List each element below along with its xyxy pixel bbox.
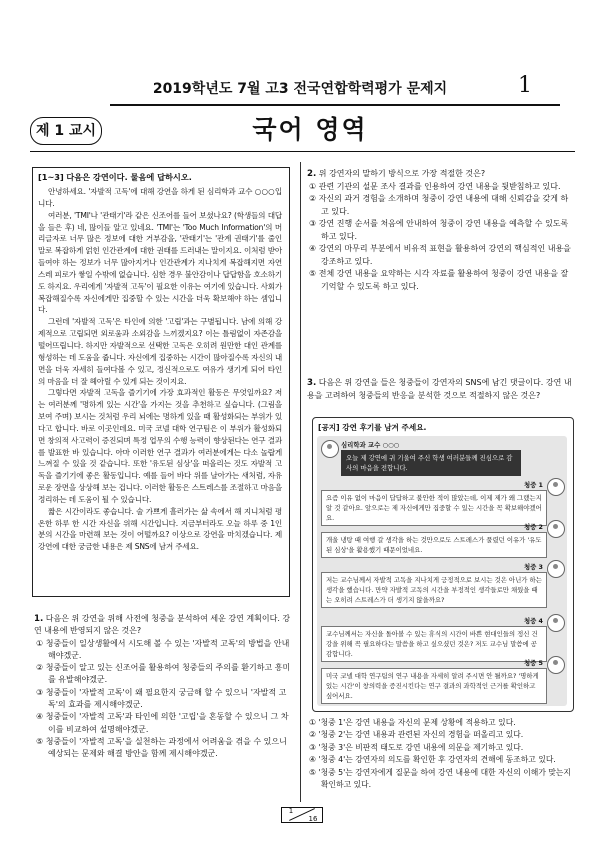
passage-paragraph: 그런데 '자발적 고독'은 타인에 의한 '고립'과는 구별됩니다. 남에 의해 강제적으로 고립되면 외로움과 소외감을 느끼겠지요? 이는 틀림없이 자존감을 떨어뜨립니다. 하지만 자발적으로 선택한 고독은 오히려 원만한 대인 관계를 형성하는 데 도움을 줍니다. 자신에게 집중하는 시간이 많아질수록 자신의 내면을 더욱 자세히 들여다볼 수 있고, 정신적으로도 여유가 생기게 되어 타인의 마음을 더 잘 헤아릴 수 있게 되는 것이지요. [38, 317, 282, 386]
period-badge: 제 1 교시 [30, 117, 102, 145]
question-2-option[interactable]: ④ 강연의 마무리 부분에서 비유적 표현을 활용하여 강연의 핵심적인 내용을 강조하고 있다. [309, 244, 571, 266]
question-1-option[interactable]: ④ 청중들이 '자발적 고독'과 타인에 의한 '고립'을 혼동할 수 있으니 그 차이를 비교하여 설명해야겠군. [36, 712, 289, 734]
question-3-option[interactable]: ② '청중 2'는 강연 내용과 관련된 자신의 경험을 떠올리고 있다. [309, 730, 524, 740]
question-2-option[interactable]: ① 관련 기관의 설문 조사 결과를 인용하여 강연 내용을 뒷받침하고 있다. [309, 181, 561, 191]
message-bubble: 요즘 이유 없이 마음이 답답하고 불안한 적이 많았는데, 이제 제가 왜 그랬는지 알 것 같아요. 앞으로는 제 자신에게만 집중할 수 있는 시간을 꼭 확보해야겠어요. [321, 490, 547, 526]
passage-instruction [38, 172, 192, 183]
message-bubble: 미국 코넬 대학 연구팀의 연구 내용을 자세히 알려 주시면 안 될까요? '명하게 있는 시간'이 창의력을 증진시킨다는 연구 결과의 과학적인 근거를 확인하고 싶어서요. [321, 668, 547, 704]
page-indicator [281, 807, 323, 823]
message-bubble: 개울 냉탕 때 여행 갈 생각을 하는 것만으로도 스트레스가 풀렸던 이유가 '유도된 심상'을 활용했기 때문이었네요. [321, 532, 547, 558]
message-bubble: 저는 교수님께서 자발적 고독을 지나치게 긍정적으로 보시는 것은 아닌가 하는 생각을 했습니다. 만약 자발적 고독의 시간을 부정적인 생각들로만 채웠을 때는 오히려 스트레스가 더 생기지 않을까요? [321, 572, 547, 608]
header-rule [110, 104, 560, 106]
period-rule [30, 151, 575, 152]
question-3-option[interactable]: ① '청중 1'은 강연 내용을 자신의 문제 상황에 적용하고 있다. [309, 718, 516, 727]
sns-feed [317, 436, 567, 706]
question-3-text: 다음은 위 강연을 들은 청중들이 강연자의 SNS에 남긴 댓글이다. 강연 내용을 고려하여 청중들의 반응을 분석한 것으로 적절하지 않은 것은? [307, 378, 572, 400]
question-3-number: 3. [307, 378, 317, 388]
user-avatar-icon [547, 614, 565, 632]
question-1-number: 1. [34, 614, 44, 624]
subject-title: 국어 영역 [252, 115, 368, 144]
question-2-number: 2. [307, 169, 317, 179]
message-bubble: 오늘 제 강연에 귀 기울여 주신 학생 여러분들께 진심으로 감사의 마음을 전합니다. [341, 450, 521, 476]
user-avatar-icon [547, 478, 565, 496]
current-page: 1 [288, 807, 294, 815]
passage-paragraph: 여러분, 'TMI'나 '관태기'라 같은 신조어를 들어 보셨나요? (학생들의 대답을 들은 후) 네, 많이들 알고 있네요. 'TMI'는 'Too Much Information'의 머리글자로 너무 많은 정보에 대한 거부감을, '관태기'는 '관계 권태기'를 줄인 말로 복잡하게 얽힌 인간관계에 대한 권태를 드러내는 말이지요. 이처럼 받아들여야 하는 정보가 너무 많아지거나 인간관계가 지나치게 복잡해지면 자연스레 피로가 쌓일 수밖에 없습니다. 심한 경우 불안감이나 답답함을 호소하기도 하지요. 우리에게 '자발적 고독'이 필요한 이유는 여기에 있습니다. 사회가 복잡해질수록 자신에게만 집중할 수 있는 시간을 더욱 확보해야 하는 셈입니다. [38, 210, 282, 315]
question-3 [307, 377, 572, 402]
question-1-stem [34, 613, 296, 638]
passage-paragraph: 그렇다면 자발적 고독을 즐기기에 가장 효과적인 활동은 무엇일까요? 저는 여러분께 '명하게 있는 시간'을 가지는 것을 추천하고 싶습니다. (그림을 보여 주며) 보시는 것처럼 우리 뇌에는 명하게 있을 때 활성화되는 부위가 있다고 합니다. 바로 이곳인데요. 미국 코넬 대학 연구팀은 이 부위가 활성화되면 창의적 사고력이 증진되며 특정 업무의 수행 능력이 향상된다는 연구 결과를 발표한 바 있습니다. 아마 이러한 연구 결과가 여러분에게는 다소 놀랍게 느껴질 수 있을 것 같습니다. 또한 '유도된 심상'을 떠올리는 것도 자발적 고독을 즐기기에 좋은 활동입니다. 예를 들어 바다 위를 날아가는 새처럼, 자유로운 장면을 상상해 보는 겁니다. 이러한 활동은 스트레스를 조절하고 마음을 정리하는 데 도움이 될 수 있습니다. [38, 388, 282, 504]
user-avatar-icon [547, 520, 565, 538]
question-1-option[interactable]: ① 청중들이 일상생활에서 시도해 볼 수 있는 '자발적 고독'의 방법을 안내해야겠군. [36, 638, 290, 660]
question-2-option[interactable]: ③ 강연 진행 순서를 처음에 안내하여 청중이 강연 내용을 예측할 수 있도록 하고 있다. [309, 219, 569, 241]
exam-title: 2019학년도 7월 고3 전국연합학력평가 문제지 [152, 81, 448, 97]
passage-paragraph: 짧은 시간이라도 좋습니다. 술 가쁘게 흘러가는 삶 속에서 해 지니처럼 평온한 하루 한 시간 자신을 위해 시간입니다. 지금부터라도 오늘 하루 중 1인분의 시간을 마련해 보는 것이 어떨까요? 이상으로 강연을 마치겠습니다. 제 강연에 대한 궁금한 내용은 제 SNS에 남겨 주세요. [38, 506, 282, 552]
passage-text [38, 186, 282, 553]
question-3-options [307, 717, 572, 791]
passage-instruction-text: 다음은 강연이다. 물음에 답하시오. [66, 172, 192, 182]
sns-title: [공지] 강연 후기를 남겨 주세요. [318, 423, 427, 432]
question-3-option[interactable]: ⑤ '청중 5'는 강연자에게 질문을 하여 강연 내용에 대한 자신의 이해가 맞는지 확인하고 있다. [309, 767, 571, 790]
message-author: 심리학과 교수 ○○○ [341, 441, 400, 449]
passage-range: [1~3] [38, 172, 64, 182]
question-2-text: 위 강연자의 말하기 방식으로 가장 적절한 것은? [318, 169, 486, 178]
question-3-option[interactable]: ④ '청중 4'는 강연자의 의도를 확인한 후 강연자의 견해에 동조하고 있다. [309, 755, 556, 765]
message-author: 청중 1 [523, 481, 543, 489]
question-1-option[interactable]: ⑤ 청중들이 '자발적 고독'을 실천하는 과정에서 어려움을 겪을 수 있으니 예상되는 문제와 해결 방안을 함께 제시해야겠군. [36, 736, 287, 759]
question-1-option[interactable]: ② 청중들이 알고 있는 신조어를 활용하여 청중들의 주의를 환기하고 흥미를 유발해야겠군. [36, 663, 291, 685]
question-2-option[interactable]: ⑤ 전체 강연 내용을 요약하는 시각 자료를 활용하여 청중이 강연 내용을 잘 기억할 수 있도록 하고 있다. [309, 269, 569, 291]
question-1-text: 다음은 위 강연을 위해 사전에 청중을 분석하여 세운 강연 계획이다. 강연 내용에 반영되지 않은 것은? [34, 614, 291, 636]
question-1 [34, 613, 296, 761]
question-2-stem [307, 168, 572, 181]
message-author: 청중 2 [523, 523, 543, 531]
column-divider [300, 162, 301, 802]
passage-paragraph: 안녕하세요. '자발적 고독'에 대해 강연을 하게 된 심리학과 교수 ○○○입니다. [38, 187, 282, 208]
question-3-option[interactable]: ③ '청중 3'은 비판적 태도로 강연 내용에 의문을 제기하고 있다. [309, 742, 524, 752]
header-page-number: 1 [518, 73, 532, 98]
message-author: 청중 3 [523, 563, 543, 571]
total-pages: 16 [308, 815, 318, 823]
question-2 [307, 168, 572, 293]
user-avatar-icon [547, 560, 565, 578]
question-2-option[interactable]: ② 자신의 과거 경험을 소개하며 청중이 강연 내용에 대해 신뢰감을 갖게 하고 있다. [309, 194, 569, 216]
message-author: 청중 4 [523, 617, 543, 625]
message-author: 청중 5 [523, 659, 543, 667]
message-bubble: 교수님께서는 자신을 돌아볼 수 있는 휴식의 시간이 바쁜 현대인들의 정신 건강을 위해 꼭 필요하다는 말씀을 하고 싶으셨던 것은? 저도 교수님 말씀에 공감합니다. [321, 626, 547, 662]
question-1-option[interactable]: ③ 청중들이 '자발적 고독'이 왜 필요한지 궁금해 할 수 있으니 '자발적 고독'의 효과를 제시해야겠군. [36, 687, 287, 710]
user-avatar-icon [321, 440, 339, 458]
user-avatar-icon [547, 656, 565, 674]
